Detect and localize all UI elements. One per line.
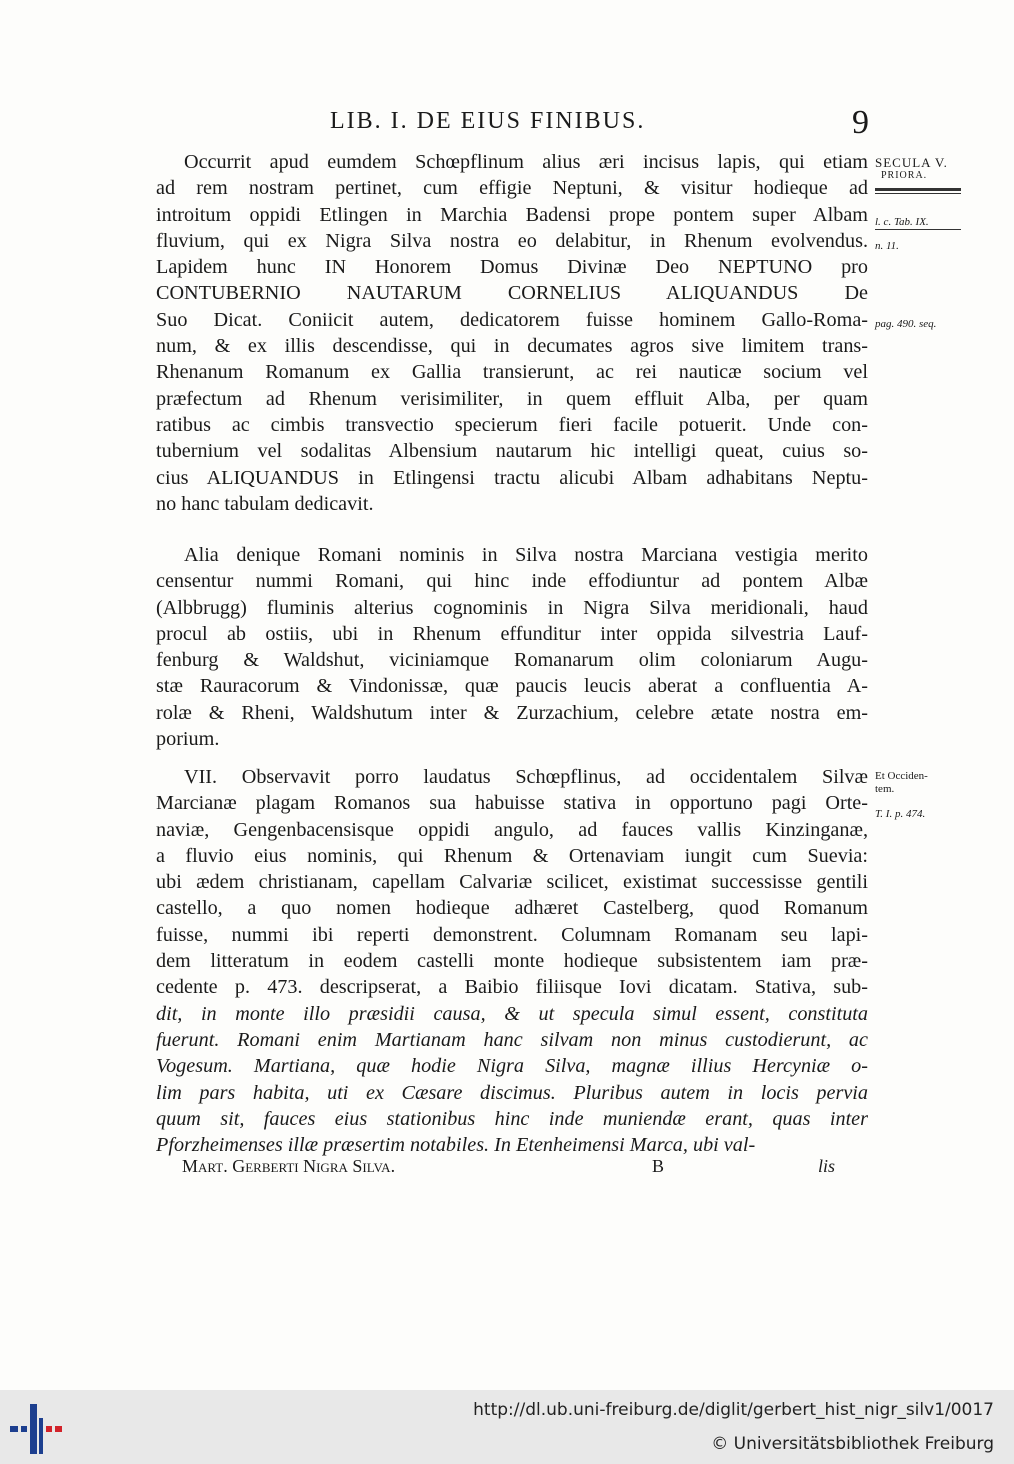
- text-line: Vogesum. Martiana, quæ hodie Nigra Silva, magnæ illius Hercyniæ o-: [156, 1055, 868, 1078]
- text-line: porium.: [156, 728, 220, 751]
- text-line: naviæ, Gengenbacensisque oppidi angulo, ad fauces vallis Kinzinganæ,: [156, 818, 868, 841]
- text-line: cedente p. 473. descripserat, a Baibio filiisque Iovi dicatam. Stativa, sub-: [156, 976, 868, 999]
- text-line: ubi ædem christianam, capellam Calvariæ scilicet, existimat successisse gentili: [156, 871, 868, 894]
- marginal-priora-text: PRIORA.: [881, 170, 928, 181]
- paragraph-3: [156, 764, 868, 1158]
- text-line: ratibus ac cimbis transvectio specierum fieri facile potuerit. Unde con-: [156, 413, 868, 436]
- text-line: Pforzheimenses illæ præsertim notabiles. In Etenheimensi Marca, ubi val-: [156, 1134, 756, 1157]
- running-title-footer: Mart. Gerberti Nigra Silva.: [182, 1156, 396, 1176]
- page-number: 9: [852, 104, 869, 141]
- text-line: fluvium, qui ex Nigra Silva nostra eo delabitur, in Rhenum evolvendus.: [156, 229, 868, 252]
- text-line: dit, in monte illo præsidii causa, & ut specula simul essent, constituta: [156, 1002, 868, 1025]
- text-line: castello, a quo nomen hodieque adhæret Castelberg, quod Romanum: [156, 897, 868, 920]
- text-line: Rhenanum Romanum ex Gallia transierunt, ac rei nauticæ socium vel: [156, 361, 868, 384]
- text-line: VII. Observavit porro laudatus Schœpflinus, ad occidentalem Silvæ: [184, 766, 868, 788]
- text-line: cius ALIQUANDUS in Etlingensi tractu alicubi Albam adhabitans Neptu-: [156, 466, 868, 489]
- text-line: num, & ex illis descendisse, qui in decumates agros sive limitem trans-: [156, 335, 868, 358]
- text-line: Marcianæ plagam Romanos sua habuisse stativa in opportuno pagi Orte-: [156, 792, 868, 815]
- text-line: a fluvio eius nominis, qui Rhenum & Ortenaviam iungit cum Suevia:: [156, 844, 868, 867]
- text-line: Lapidem hunc IN Honorem Domus Divinæ Deo NEPTUNO pro: [156, 256, 868, 279]
- document-url[interactable]: http://dl.ub.uni-freiburg.de/diglit/gerbert_hist_nigr_silv1/0017: [473, 1400, 994, 1420]
- text-line: no hanc tabulam dedicavit.: [156, 492, 374, 515]
- marginal-occident-text: Et Occiden-: [875, 770, 928, 782]
- text-line: lim pars habita, uti ex Cæsare discimus. Pluribus autem in locis pervia: [156, 1081, 868, 1104]
- text-line: tubernium vel sodalitas Albensium nautarum hic intelligi queat, cuius so-: [156, 440, 868, 463]
- marginal-tem-text: tem.: [875, 783, 895, 795]
- text-line: fuerunt. Romani enim Martianam hanc silvam non minus custodierunt, ac: [156, 1028, 868, 1051]
- text-line: Suo Dicat. Coniicit autem, dedicatorem fuisse hominem Gallo-Roma-: [156, 308, 868, 331]
- marginal-tab-rule: [875, 229, 961, 230]
- text-line: Occurrit apud eumdem Schœpflinum alius æri incisus lapis, qui etiam: [184, 151, 868, 173]
- marginal-note-pag: pag. 490. seq.: [875, 318, 937, 330]
- text-line: procul ab ostiis, ubi in Rhenum effunditur inter oppida silvestria Lauf-: [156, 622, 868, 645]
- marginal-n11-text: n. 11.: [875, 240, 899, 252]
- text-line: fenburg & Waldshut, viciniamque Romanarum olim coloniarum Augu-: [156, 649, 868, 672]
- viewer-footer-bar: [0, 1390, 1014, 1464]
- text-line: ad rem nostram pertinet, cum effigie Neptuni, & visitur hodieque ad: [156, 177, 868, 200]
- page-footer: [182, 1156, 842, 1177]
- running-header: LIB. I. DE EIUS FINIBUS.: [330, 108, 646, 134]
- text-line: dem litteratum in eodem castelli monte hodieque subsistentem iam præ-: [156, 950, 868, 973]
- paragraph-1: [156, 149, 868, 517]
- marginal-note-secula: [875, 156, 961, 194]
- catchword: lis: [818, 1156, 836, 1176]
- paragraph-2: [156, 542, 868, 752]
- text-line: Alia denique Romani nominis in Silva nostra Marciana vestigia merito: [184, 544, 868, 566]
- marginal-note-t1: T. I. p. 474.: [875, 808, 926, 820]
- marginal-note-tab: [875, 216, 961, 253]
- signature-mark: B: [652, 1156, 665, 1176]
- marginal-note-occident: [875, 770, 928, 796]
- copyright-notice: © Universitätsbibliothek Freiburg: [711, 1434, 994, 1454]
- text-line: rolæ & Rheni, Waldshutum inter & Zurzachium, celebre ætate nostra em-: [156, 701, 868, 724]
- marginal-rule: [875, 188, 961, 191]
- text-line: stæ Rauracorum & Vindonissæ, quæ paucis leucis aberat a confluentia A-: [156, 675, 868, 698]
- marginal-secula-text: SECULA V.: [875, 155, 948, 170]
- marginal-tab-text: l. c. Tab. IX.: [875, 216, 929, 228]
- text-line: CONTUBERNIO NAUTARUM CORNELIUS ALIQUANDUS De: [156, 282, 868, 305]
- text-line: introitum oppidi Etlingen in Marchia Badensi prope pontem super Albam: [156, 203, 868, 226]
- text-line: fuisse, nummi ibi reperti demonstrent. Columnam Romanam seu lapi-: [156, 923, 868, 946]
- university-library-logo-icon: [10, 1404, 62, 1454]
- marginal-rule-thin: [875, 193, 961, 194]
- text-line: præfectum ad Rhenum verisimiliter, in quem effluit Alba, per quam: [156, 387, 868, 410]
- text-line: censentur nummi Romani, qui hinc inde effodiuntur ad pontem Albæ: [156, 570, 868, 593]
- text-line: (Albbrugg) fluminis alterius cognominis in Nigra Silva meridionali, haud: [156, 596, 868, 619]
- text-line: quum sit, fauces eius stationibus hinc inde muniendæ erant, quas inter: [156, 1107, 868, 1130]
